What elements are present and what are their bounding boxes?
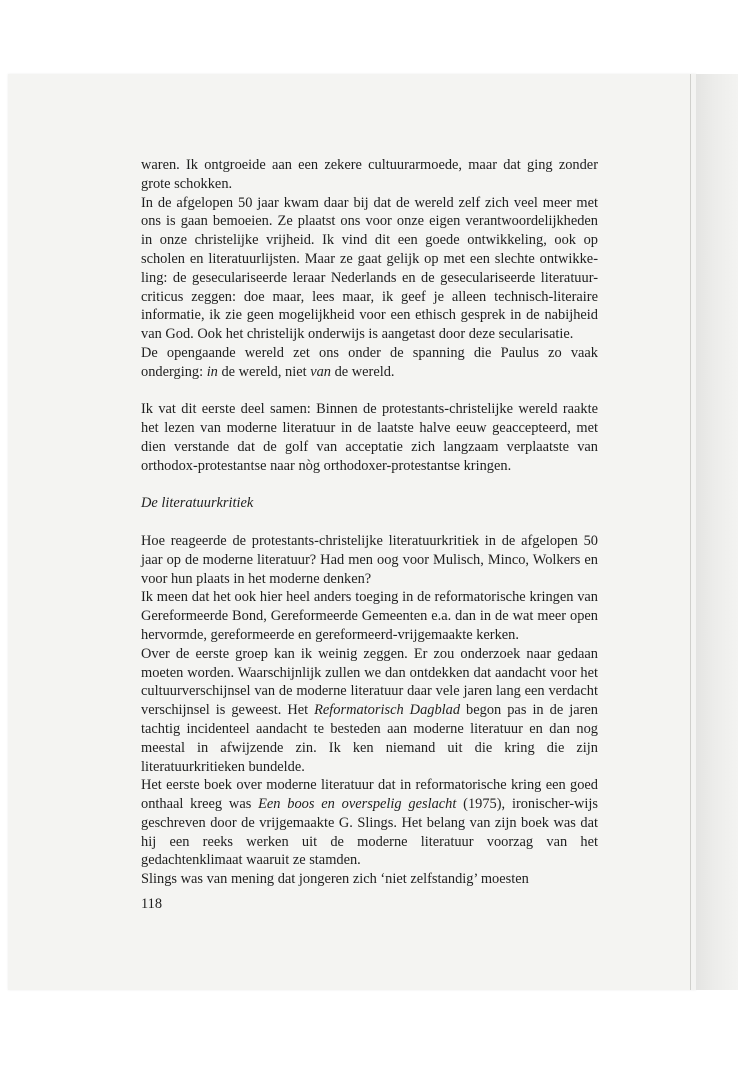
paragraph-3-van: van (310, 363, 331, 380)
paragraph-6: Ik meen dat het ook hier heel anders toeging in de reformatorische kringen van Gereformeerde Bond, Gereformeerde Gemeenten e.a. dan in de wat meer open hervormde, gereformeerde en gereformeerd-vrijgemaakte kerken. (141, 589, 598, 643)
paragraph-3-in: in (206, 363, 218, 380)
newspaper-title: Reformatorisch Dagblad (314, 702, 461, 719)
book-title: Een boos en overspelig geslacht (258, 796, 457, 813)
paragraph-3 (141, 344, 598, 382)
paragraph-gap (141, 476, 598, 495)
body-text (141, 156, 598, 889)
paragraph-2: In de afgelopen 50 jaar kwam daar bij dat de wereld zelf zich veel meer met ons is gaan bemoeien. Ze plaatst ons voor onze eigen verantwoordelijkheden in onze christelijke vrijheid. Ik vind dit een goede ontwikkeling, ook op scholen en literatuurlijsten. Maar ze gaat gelijk op met een slechte ontwikke-ling: de geseculariseerde leraar Nederlands en de geseculariseerde literatuur-criticus zeggen: doe maar, lees maar, ik geef je alleen technisch-literaire informatie, ik zie geen mogelijkheid voor een ethisch gesprek in de nabijheid van God. Ook het christelijk onderwijs is aangetast door deze secularisatie. (141, 194, 598, 343)
paragraph-3-part-1: De opengaande wereld zet ons onder de spanning die Paulus zo vaak onderging: (141, 344, 598, 380)
paragraph-8-part-1: Het eerste boek over moderne literatuur dat in reformatorische kring een goed onthaal kreeg was (141, 777, 598, 813)
section-heading: De literatuurkritiek (141, 495, 254, 512)
paragraph-7-part-2: begon pas in de jaren tachtig incidenteel aandacht te besteden aan moderne literatuur en dan nog meestal in afwijzende zin. Ik ken niemand uit die kring die zijn literatuurkritieken bundelde. (141, 702, 599, 775)
paragraph-gap (141, 382, 598, 401)
paragraph-3-part-3: de wereld. (330, 363, 395, 380)
paragraph-9: Slings was van mening dat jongeren zich ‘niet zelfstandig’ moesten (141, 871, 529, 888)
page-number: 118 (141, 896, 163, 912)
paragraph-8 (141, 776, 598, 870)
paragraph-3-part-2: de wereld, niet (217, 363, 311, 380)
paragraph-gap (141, 513, 598, 532)
paragraph-8-part-2: (1975), ironischer-wijs geschreven door de vrijgemaakte G. Slings. Het belang van zijn boek was dat hij een reeks werken uit de moderne literatuur voorzag van het gedachtenklimaat waaruit ze stamden. (141, 796, 598, 869)
page-binding-edge (696, 74, 738, 990)
paragraph-7-part-1: Over de eerste groep kan ik weinig zeggen. Er zou onderzoek naar gedaan moeten worden. Waarschijnlijk zullen we dan ontdekken dat aandacht voor het cultuurverschijnsel van de moderne literatuur daar vele jaren lang een verdacht verschijnsel is geweest. Het (141, 645, 598, 719)
paragraph-4: Ik vat dit eerste deel samen: Binnen de protestants-christelijke wereld raakte het lezen van moderne literatuur in de laatste halve eeuw geaccepteerd, met dien verstande dat de golf van acceptatie zich langzaam verplaatste van orthodox-protestantse naar nòg orthodoxer-protestantse kringen. (141, 401, 598, 474)
page-edge-line (690, 74, 691, 990)
paragraph-5: Hoe reageerde de protestants-christelijke literatuurkritiek in de afgelopen 50 jaar op de moderne literatuur? Had men oog voor Mulisch, Minco, Wolkers en voor hun plaats in het moderne denken? (141, 532, 598, 587)
paragraph-1: waren. Ik ontgroeide aan een zekere cultuurarmoede, maar dat ging zonder grote schokken. (141, 157, 598, 192)
paragraph-7 (141, 645, 598, 777)
